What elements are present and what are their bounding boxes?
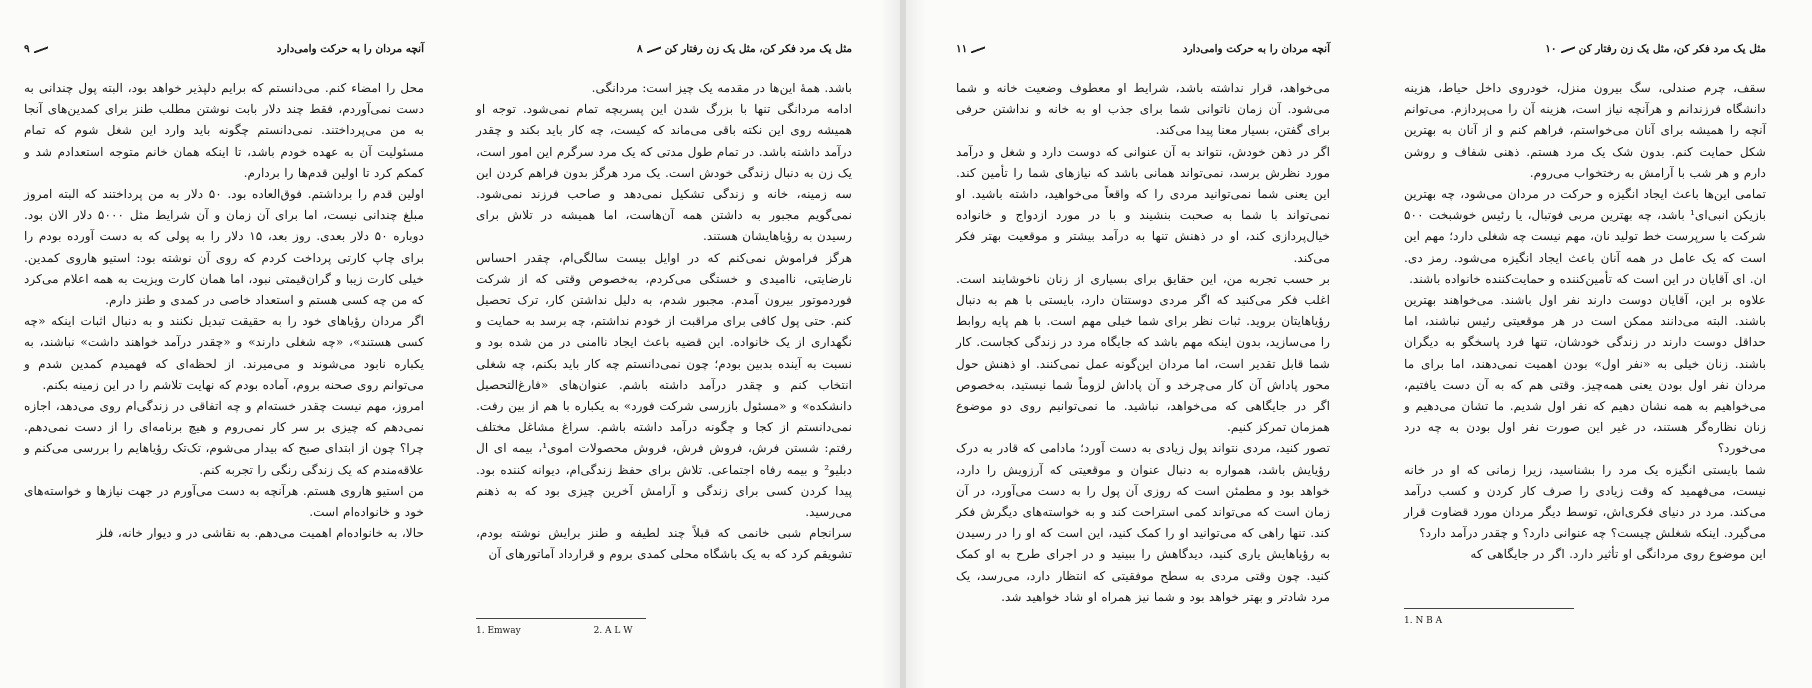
footnote: 2. A L W [593, 626, 633, 636]
page-body [476, 78, 852, 566]
page-number: ۱۱ [956, 43, 989, 55]
page-8 [476, 40, 852, 680]
paragraph: می‌خواهد، قرار نداشته باشد، شرایط او معطوف وضعیت خانه و شما می‌شود. آن زمان ناتوانی شما برای جذب او به خانه و نداشتن حرفی برای گفتن، بسیار معنا پیدا می‌کند. [956, 81, 1330, 138]
paragraph: من استیو هاروی هستم. هرآنچه به دست می‌آورم در جهت نیازها و خواسته‌های خود و خانواده‌ام است. [24, 483, 424, 520]
paragraph: محل را امضاء کنم. می‌دانستم که برایم دلپذیر خواهد بود، البته پول چندانی به دست نمی‌آوردم، فقط چند دلار بابت نوشتن مطلب طنز برای کمدین‌های آنجا به من می‌پرداختند. نمی‌دانستم چگونه باید وارد این شغل شوم که تمام مسئولیت آن به عهده خودم باشد، تا اینکه همان خانم متوجه استعدادم شد و کمکم کرد تا اولین قدم‌ها را بردارم. [24, 81, 424, 180]
footnote: 1. N B A [1404, 616, 1443, 626]
paragraph: تصور کنید، مردی نتواند پول زیادی به دست آورد؛ مادامی که قادر به درک رؤیایش باشد، همواره به دنبال عنوان و موقعیتی که آرزویش را دارد، خواهد بود و مطمئن است که روزی آن پول را به دست می‌آورد، در آن زمان است که می‌تواند کمی استراحت کند و به خواسته‌های دیگرش فکر کند. تنها راهی که می‌توانید او را کمک کنید، این است که او را در رسیدن به رؤیاهایش یاری کنید، دیدگاهش را ببینید و در اجرای طرح به او کمک کنید. چون وقتی مردی به سطح موفقیتی که انتظار دارد، می‌رسد، یک مرد شادتر و بهتر خواهد بود و شما نیز همراه او شاد خواهید شد. [956, 441, 1330, 604]
paragraph: هرگز فراموش نمی‌کنم که در اوایل بیست سالگی‌ام، چقدر احساس نارضایتی، ناامیدی و خستگی می‌کردم، به‌خصوص وقتی که از شرکت فوردموتور بیرون آمدم. مجبور شدم، به دلیل نداشتن کار، ترک تحصیل کنم. حتی پول کافی برای مراقبت از خودم نداشتم، چه برسد به حمایت و نگهداری از یک خانواده. این قضیه باعث ایجاد ناامنی در من شده بود و نسبت به آینده بدبین بودم؛ چون نمی‌دانستم چه کار باید بکنم، چه شغلی انتخاب کنم و چقدر درآمد داشته باشم. عنوان‌های «فارغ‌التحصیل دانشکده» و «مسئول بازرسی شرکت فورد» به یکباره با هم از بین رفت. نمی‌دانستم از کجا و چگونه درآمد داشته باشم. سراغ مشاغل مختلف رفتم: شستن فرش، فروش فرش، فروش محصولات اموی¹، بیمه ای ال دبلیو² و بیمه رفاه اجتماعی. تلاش برای حفظ زندگی‌ام، دیوانه کننده بود. پیدا کردن کسی برای زندگی و آرامش آخرین چیزی بود که به ذهنم می‌رسید. [476, 250, 852, 520]
page-11 [956, 40, 1330, 680]
page-9 [24, 40, 424, 680]
footnote-rule [1404, 608, 1574, 609]
running-title: آنچه مردان را به حرکت وامی‌دارد [276, 43, 424, 55]
running-title: آنچه مردان را به حرکت وامی‌دارد [1182, 43, 1330, 55]
running-title: مثل یک مرد فکر کن، مثل یک زن رفتار کن۱۰ [1545, 43, 1766, 55]
ornament-icon [1561, 46, 1575, 53]
footnote: 1. Emway [476, 626, 521, 636]
running-header [24, 40, 424, 60]
ornament-icon [647, 46, 661, 53]
paragraph: باشد. همهٔ این‌ها در مقدمه یک چیز است: مردانگی. [591, 81, 852, 95]
paragraph: اگر مردان رؤیاهای خود را به حقیقت تبدیل نکنند و به دنبال اثبات اینکه «چه کسی هستند»، «چه شغلی دارند» و «چقدر درآمد خواهند داشت» نباشند، به یکباره نابود می‌شوند و می‌میرند. از لحظه‌ای که فهمیدم کمدین شدم و می‌توانم روی صحنه بروم، آماده بودم که نهایت تلاشم را در این زمینه بکنم. [24, 314, 424, 392]
paragraph: سرانجام شبی خانمی که قبلاً چند لطیفه و طنز برایش نوشته بودم، تشویقم کرد که به یک باشگاه محلی کمدی بروم و قرارداد آماتورهای آن [476, 526, 852, 562]
paragraph: سقف، چرم صندلی، سگ بیرون منزل، خودروی داخل حیاط، هزینه دانشگاه فرزندانم و هرآنچه نیاز است، هزینه آن را می‌پردازم. می‌توانم آنچه را همیشه برای آنان می‌خواستم، فراهم کنم و از آنان به بهترین شکل حمایت کنم. بدون شک یک مرد هستم. ذهنی شفاف و روشن دارم و هر شب با آرامش به رختخواب می‌روم. [1404, 81, 1766, 180]
footnotes [476, 626, 703, 636]
running-header [956, 40, 1330, 60]
paragraph: بر حسب تجربه من، این حقایق برای بسیاری از زنان ناخوشایند است. اغلب فکر می‌کنید که اگر مردی دوستتان دارد، بایستی با هم به دنبال رؤیاهایتان بروید. ثبات نظر برای شما خیلی مهم است. با هم پایه روابط را می‌سازید، بدون اینکه مهم باشد که جایگاه مرد در زندگی کجاست. کار شما قابل تقدیر است، اما مردان این‌گونه عمل نمی‌کنند. او ذهنش حول محور پاداش آن کار می‌چرخد و آن پاداش لزوماً شما نیستید، به‌خصوص اگر در جایگاهی که می‌خواهد، نباشید. ما نمی‌توانیم روی دو موضوع همزمان تمرکز کنیم. [956, 271, 1330, 435]
footnote-rule [476, 618, 646, 619]
gutter-shadow [906, 0, 926, 688]
running-header [1404, 40, 1766, 60]
ornament-icon [34, 46, 48, 53]
paragraph: علاوه بر این، آقایان دوست دارند نفر اول باشند. می‌خواهند بهترین باشند. البته می‌دانند ممکن است در هر موقعیتی رئیس نباشند، اما حداقل دوست دارند در زندگی خودشان، تنها فرد پاسخگو به دیگران باشند. زنان خیلی به «نفر اول» بودن اهمیت نمی‌دهند، اما برای ما مردان نفر اول بودن یعنی همه‌چیز. وقتی هم که به آن دست یافتیم، می‌خواهیم به همه نشان دهیم که نفر اول شدیم. ما تشان می‌دهیم و زنان نظاره‌گر هستند، در غیر این صورت نفر اول بودن به چه درد می‌خورد؟ [1404, 293, 1766, 456]
paragraph: امروز، مهم نیست چقدر خسته‌ام و چه اتفاقی در زندگی‌ام روی می‌دهد، اجازه نمی‌دهم که چیزی بر سر کار نمی‌روم و هیچ برنامه‌ای را از دست نمی‌دهم. چرا؟ چون از ابتدای صبح که بیدار می‌شوم، تک‌تک رؤیاهایم را بررسی می‌کنم و علاقه‌مندم که یک زندگی رنگی را تجربه کنم. [24, 399, 424, 477]
paragraph: تمامی این‌ها باعث ایجاد انگیزه و حرکت در مردان می‌شود، چه بهترین بازیکن انبی‌ای¹ باشد، چه بهترین مربی فوتبال، یا رئیس خوشبخت ۵۰۰ شرکت یا سرپرست خط تولید نان، مهم نیست چه شغلی دارد؛ مهم این است که یک عامل در همه آنان باعث ایجاد انگیزه می‌شود. رمز دی. ان. ای آقایان در این است که تأمین‌کننده و حمایت‌کننده خانواده باشند. [1404, 187, 1766, 286]
paragraph: این موضوع روی مردانگی او تأثیر دارد. اگر در جایگاهی که [1470, 547, 1766, 562]
running-title: مثل یک مرد فکر کن، مثل یک زن رفتار کن۸ [636, 43, 852, 55]
page-body [24, 78, 424, 544]
running-header [476, 40, 852, 60]
paragraph: حالا، به خانواده‌ام اهمیت می‌دهم. به نقاشی در و دیوار خانه، فلز [96, 526, 424, 541]
footnotes [1404, 616, 1512, 626]
page-number: ۹ [24, 43, 52, 55]
gutter-shadow [880, 0, 900, 688]
page-10 [1404, 40, 1766, 680]
ornament-icon [971, 46, 985, 53]
paragraph: اگر در ذهن خودش، نتواند به آن عنوانی که دوست دارد و شغل و درآمد مورد نظرش برسد، نمی‌تواند همانی باشد که نیازهای شما را تأمین کند. این یعنی شما نمی‌توانید مردی را که واقعاً می‌خواهید، داشته باشید. او نمی‌تواند با شما به صحبت بنشیند و با در مورد ازدواج و خانواده خیال‌پردازی کند، او در ذهنش تنها به درآمد بیشتر و موقعیت بهتر فکر می‌کند. [956, 144, 1330, 265]
paragraph: شما بایستی انگیزه یک مرد را بشناسید، زیرا زمانی که او در خانه نیست، می‌فهمید که وقت زیادی را صرف کار کردن و کسب درآمد می‌کند. مرد در دنیای فکری‌اش، توسط دیگر مردان مورد قضاوت قرار می‌گیرد. اینکه شغلش چیست؟ چه عنوانی دارد؟ و چقدر درآمد دارد؟ [1404, 462, 1766, 541]
paragraph: ادامه مردانگی تنها با بزرگ شدن این پسربچه تمام نمی‌شود. توجه او همیشه روی این نکته باقی می‌ماند که کیست، چه کار باید بکند و چقدر درآمد داشته باشد. در تمام طول مدتی که یک مرد سرگرم این امور است، یک زن به دنبال زندگی خودش است. یک مرد هرگز بدون فراهم کردن این سه زمینه، خانه و زندگی تشکیل نمی‌دهد و صاحب فرزند نمی‌شود. نمی‌گویم مجبور به داشتن همه آن‌هاست، اما همیشه در تلاش برای رسیدن به رؤیاهایشان هستند. [476, 102, 852, 244]
paragraph: اولین قدم را برداشتم. فوق‌العاده بود. ۵۰ دلار به من پرداختند که البته امروز مبلغ چندانی نیست، اما برای آن زمان و آن شرایط مثل ۵۰۰۰ دلار الان بود. دوباره ۵۰ دلار بعدی. روز بعد، ۱۵ دلار را به پولی که به دست آورده بودم را برای چاپ کارتی پرداخت کردم که روی آن نوشته بود: استیو هاروی کمدین. خیلی کارت زیبا و گران‌قیمتی نبود، اما همان کارت ویزیت به همه اعلام می‌کرد که من چه کسی هستم و استعداد خاصی در کمدی و طنز دارم. [24, 187, 424, 308]
page-body [1404, 78, 1766, 566]
page-body [956, 78, 1330, 608]
